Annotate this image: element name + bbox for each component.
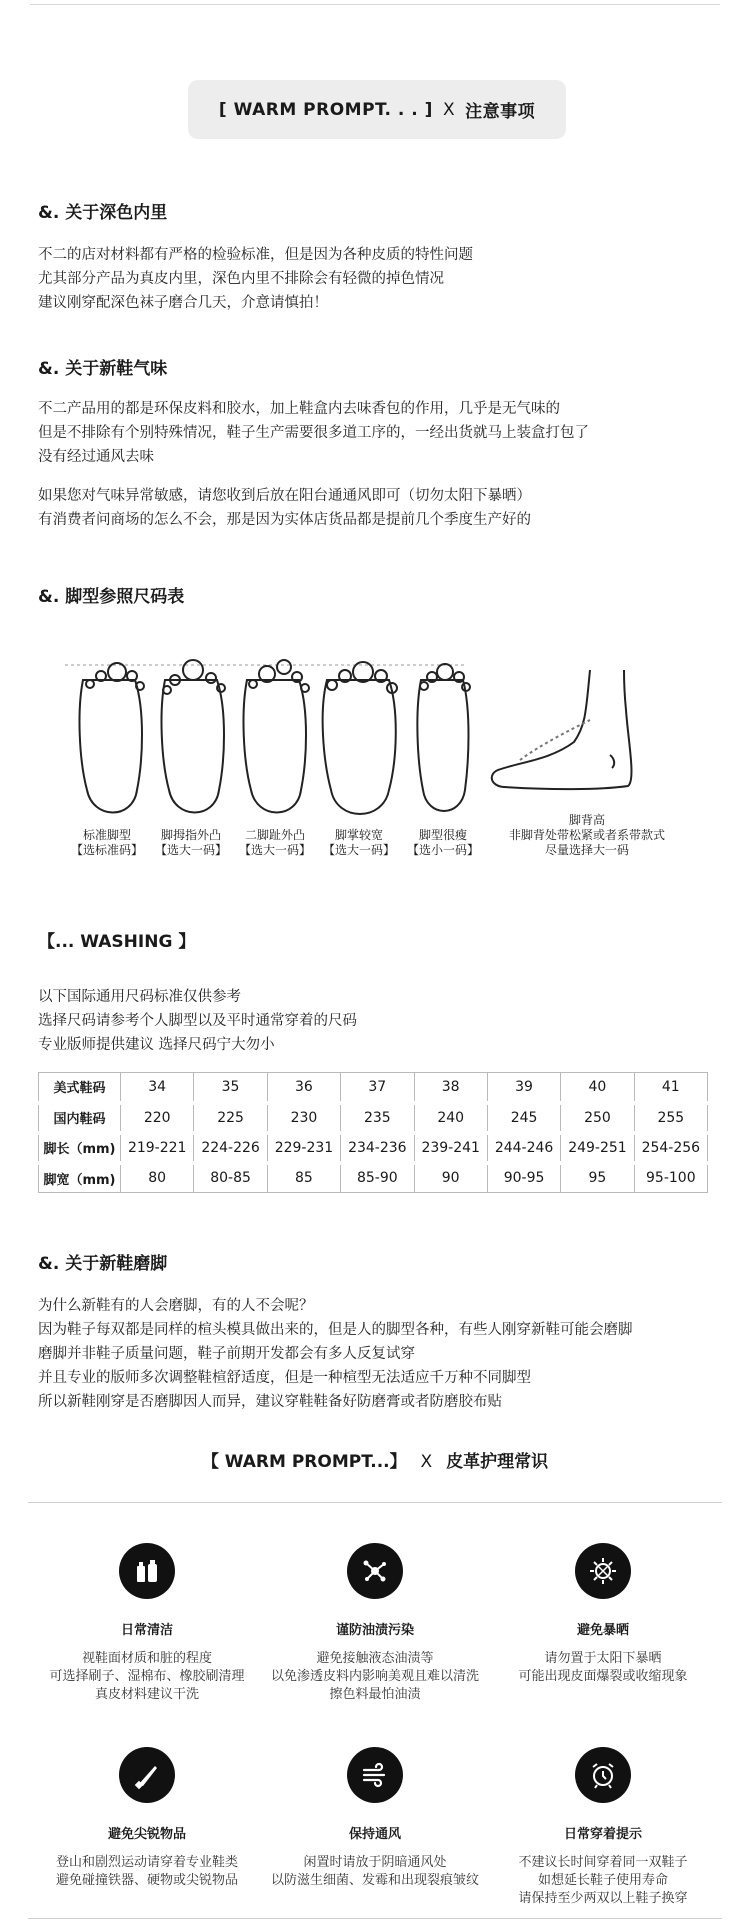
section-title-blister: &. 关于新鞋磨脚	[38, 1254, 168, 1274]
care-header	[0, 1447, 750, 1472]
table-cell: 235	[341, 1103, 414, 1133]
care-x: X	[420, 1452, 433, 1472]
size-table	[38, 1072, 708, 1193]
table-cell: 220	[121, 1103, 194, 1133]
washing-text	[38, 985, 357, 1057]
care-card-title: 日常穿着提示	[563, 1827, 642, 1842]
desc-line: 可选择刷子、湿棉布、橡胶刷清理	[49, 1669, 245, 1684]
foot-shape-diagram	[65, 650, 705, 870]
foot-label: 脚掌较宽	[334, 828, 383, 842]
text-line: 但是不排除有个别特殊情况，鞋子生产需要很多道工序的，一经出货就马上装盒打包了	[38, 425, 589, 441]
desc-line: 登山和剧烈运动请穿着专业鞋类	[55, 1855, 238, 1870]
foot-label: 标准脚型	[82, 828, 131, 842]
foot-label-wide	[317, 828, 401, 858]
text-line: 不二产品用的都是环保皮料和胶水，加上鞋盒内去味香包的作用，几乎是无气味的	[38, 401, 560, 417]
table-cell: 80	[121, 1163, 194, 1193]
row-header: 脚长（mm)	[39, 1133, 121, 1163]
text-line: 如果您对气味异常敏感，请您收到后放在阳台通通风即可（切勿太阳下暴晒）	[38, 488, 531, 504]
section-title-dark-lining: &. 关于深色内里	[38, 203, 168, 223]
desc-line: 以防滋生细菌、发霉和出现裂痕皱纹	[270, 1873, 479, 1888]
foot-outline-standard	[80, 663, 144, 813]
care-card-desc	[22, 1650, 272, 1704]
table-cell: 255	[634, 1103, 707, 1133]
section-title-foot-chart: &. 脚型参照尺码表	[38, 587, 185, 607]
table-cell: 39	[487, 1073, 560, 1103]
desc-line: 请勿置于太阳下暴晒	[544, 1651, 662, 1666]
alarm-clock-icon	[575, 1747, 631, 1803]
text-line: 选择尺码请参考个人脚型以及平时通常穿着的尺码	[38, 1013, 357, 1029]
foot-label-thin	[401, 828, 485, 858]
table-cell: 85	[267, 1163, 340, 1193]
desc-line: 如想延长鞋子使用寿命	[537, 1873, 668, 1888]
care-card-desc	[478, 1854, 728, 1908]
cleaning-bottles-icon	[119, 1543, 175, 1599]
desc-line: 以免渗透皮料内影响美观且难以清洗	[270, 1669, 479, 1684]
foot-label: 脚背高	[568, 813, 605, 827]
text-line: 没有经过通风去味	[38, 449, 154, 465]
foot-outline-big-toe	[162, 660, 225, 813]
foot-outline-side	[492, 670, 632, 789]
text-line: 因为鞋子每双都是同样的楦头模具做出来的，但是人的脚型各种，有些人刚穿新鞋可能会磨脚	[38, 1322, 633, 1338]
blister-text	[38, 1294, 633, 1414]
table-cell: 38	[414, 1073, 487, 1103]
foot-tip: 非脚背处带松紧或者系带款式	[508, 828, 665, 842]
wind-icon	[347, 1747, 403, 1803]
table-cell: 95	[561, 1163, 634, 1193]
table-cell: 40	[561, 1073, 634, 1103]
desc-line: 擦色料最怕油渍	[329, 1687, 421, 1702]
care-card-sharp	[22, 1747, 272, 1890]
care-card-cleaning	[22, 1543, 272, 1704]
text-line: 以下国际通用尺码标准仅供参考	[38, 989, 241, 1005]
foot-label-second-toe	[233, 828, 317, 858]
care-card-stain	[250, 1543, 500, 1704]
desc-line: 请保持至少两双以上鞋子换穿	[518, 1891, 688, 1906]
desc-line: 避免碰撞铁器、硬物或尖锐物品	[55, 1873, 238, 1888]
text-line: 所以新鞋刚穿是否磨脚因人而异，建议穿鞋鞋备好防磨膏或者防磨胶布贴	[38, 1394, 502, 1410]
foot-outline-second-toe	[244, 660, 309, 813]
text-line: 不二的店对材料都有严格的检验标准，但是因为各种皮质的特性问题	[38, 247, 473, 263]
header-prompt: [ WARM PROMPT. . . ]	[218, 99, 433, 120]
smell-text	[38, 397, 589, 469]
care-title: 皮革护理常识	[446, 1452, 549, 1472]
desc-line: 可能出现皮面爆裂或收缩现象	[518, 1669, 688, 1684]
foot-labels	[65, 828, 485, 858]
row-header: 脚宽（mm)	[39, 1163, 121, 1193]
foot-tip: 【选小一码】	[406, 843, 479, 857]
table-row	[39, 1163, 708, 1193]
foot-label: 二脚趾外凸	[244, 828, 305, 842]
care-divider	[28, 1502, 722, 1503]
foot-outline-wide	[323, 662, 397, 814]
table-cell: 230	[267, 1103, 340, 1133]
desc-line: 不建议长时间穿着同一双鞋子	[518, 1855, 688, 1870]
care-prompt: 【 WARM PROMPT...】	[201, 1452, 407, 1472]
care-card-wear-tips	[478, 1747, 728, 1908]
top-divider	[30, 4, 720, 5]
table-cell: 250	[561, 1103, 634, 1133]
care-card-desc	[478, 1650, 728, 1686]
table-cell: 90	[414, 1163, 487, 1193]
sun-icon	[575, 1543, 631, 1599]
table-cell: 41	[634, 1073, 707, 1103]
foot-tip: 【选大一码】	[238, 843, 311, 857]
care-card-ventilation	[250, 1747, 500, 1890]
foot-tip: 【选标准码】	[70, 843, 143, 857]
desc-line: 闲置时请放于阴暗通风处	[303, 1855, 447, 1870]
text-line: 有消费者问商场的怎么不会，那是因为实体店货品都是提前几个季度生产好的	[38, 512, 531, 528]
text-line: 并且专业的版师多次调整鞋楦舒适度，但是一种楦型无法适应千万种不同脚型	[38, 1370, 531, 1386]
foot-outline-thin	[417, 664, 470, 811]
care-card-desc	[250, 1650, 500, 1704]
text-line: 磨脚并非鞋子质量问题，鞋子前期开发都会有多人反复试穿	[38, 1346, 415, 1362]
bottom-divider	[28, 1918, 722, 1919]
foot-tip: 【选大一码】	[154, 843, 227, 857]
table-cell: 37	[341, 1073, 414, 1103]
foot-tip: 尽量选择大一码	[544, 843, 629, 857]
text-line: 尤其部分产品为真皮内里，深色内里不排除会有轻微的掉色情况	[38, 271, 444, 287]
table-cell: 219-221	[121, 1133, 194, 1163]
header-x: X	[442, 99, 456, 120]
table-cell: 245	[487, 1103, 560, 1133]
table-row	[39, 1073, 708, 1103]
foot-label-big-toe	[149, 828, 233, 858]
knife-icon	[119, 1747, 175, 1803]
table-cell: 240	[414, 1103, 487, 1133]
desc-line: 避免接触液态油渍等	[316, 1651, 434, 1666]
table-cell: 95-100	[634, 1163, 707, 1193]
dark-lining-text	[38, 243, 473, 315]
care-card-title: 日常清洁	[120, 1623, 173, 1638]
foot-label-standard	[65, 828, 149, 858]
table-cell: 234-236	[341, 1133, 414, 1163]
table-cell: 34	[121, 1073, 194, 1103]
care-card-title: 避免尖锐物品	[107, 1827, 186, 1842]
foot-label: 脚拇指外凸	[160, 828, 221, 842]
warm-prompt-header	[188, 80, 566, 139]
table-row	[39, 1103, 708, 1133]
table-cell: 36	[267, 1073, 340, 1103]
table-cell: 244-246	[487, 1133, 560, 1163]
text-line: 建议刚穿配深色袜子磨合几天，介意请慎拍！	[38, 295, 328, 311]
row-header: 美式鞋码	[39, 1073, 121, 1103]
table-row	[39, 1133, 708, 1163]
table-cell: 254-256	[634, 1133, 707, 1163]
table-cell: 35	[194, 1073, 267, 1103]
foot-label-high-instep	[477, 813, 697, 858]
table-cell: 85-90	[341, 1163, 414, 1193]
stain-splash-icon	[347, 1543, 403, 1599]
table-cell: 224-226	[194, 1133, 267, 1163]
table-cell: 90-95	[487, 1163, 560, 1193]
care-card-desc	[250, 1854, 500, 1890]
section-title-washing: 【... WASHING 】	[38, 932, 196, 952]
table-cell: 225	[194, 1103, 267, 1133]
table-cell: 229-231	[267, 1133, 340, 1163]
desc-line: 真皮材料建议干洗	[94, 1687, 199, 1702]
text-line: 专业版师提供建议 选择尺码宁大勿小	[38, 1037, 275, 1053]
header-title: 注意事项	[465, 102, 536, 122]
care-card-title: 保持通风	[348, 1827, 401, 1842]
section-title-smell: &. 关于新鞋气味	[38, 359, 168, 379]
table-cell: 249-251	[561, 1133, 634, 1163]
care-card-title: 避免暴晒	[576, 1623, 629, 1638]
text-line: 为什么新鞋有的人会磨脚，有的人不会呢？	[38, 1298, 314, 1314]
care-card-sun	[478, 1543, 728, 1686]
foot-tip: 【选大一码】	[322, 843, 395, 857]
desc-line: 视鞋面材质和脏的程度	[81, 1651, 212, 1666]
table-cell: 239-241	[414, 1133, 487, 1163]
smell-text-2	[38, 484, 531, 532]
row-header: 国内鞋码	[39, 1103, 121, 1133]
care-card-title: 谨防油渍污染	[335, 1623, 414, 1638]
foot-label: 脚型很瘦	[418, 828, 467, 842]
care-card-desc	[22, 1854, 272, 1890]
table-cell: 80-85	[194, 1163, 267, 1193]
